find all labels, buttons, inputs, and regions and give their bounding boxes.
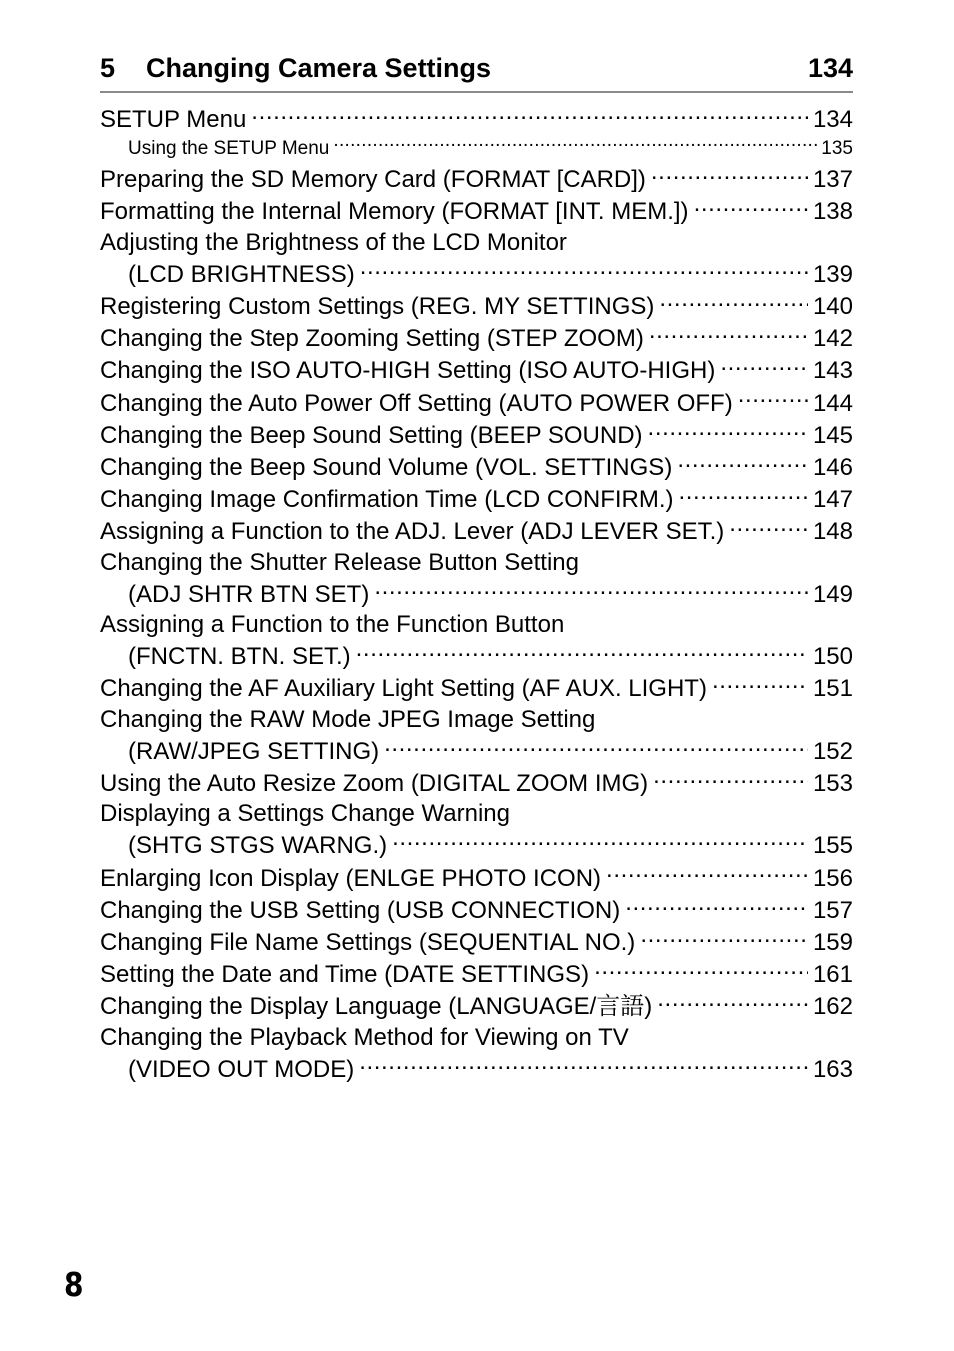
dot-leader [356, 640, 808, 664]
toc-line [100, 135, 853, 162]
toc-entry-title: Changing the Step Zooming Setting (STEP ZOOM) [100, 325, 644, 353]
toc-line [100, 195, 853, 227]
toc-entry-title: (LCD BRIGHTNESS) [128, 260, 355, 288]
chapter-number: 5 [100, 53, 116, 83]
page-number: 8 [64, 1265, 84, 1304]
toc-line [100, 578, 853, 610]
toc-entry-title: (ADJ SHTR BTN SET) [128, 580, 370, 608]
dot-leader [729, 515, 808, 539]
toc-entry-title: Changing Image Confirmation Time (LCD CONFIRM.) [100, 486, 674, 514]
toc-entry-title: Using the Auto Resize Zoom (DIGITAL ZOOM IMG) [100, 770, 649, 798]
toc-entry-title: Changing the RAW Mode JPEG Image Setting [100, 705, 596, 733]
dot-leader [712, 672, 808, 696]
toc-entry-title: (SHTG STGS WARNG.) [128, 832, 388, 860]
toc-entry-page: 138 [812, 198, 853, 226]
toc-entry-page: 157 [812, 896, 853, 924]
toc-line [100, 894, 853, 926]
toc-entry[interactable] [100, 958, 853, 990]
toc-entry-title: Changing the Playback Method for Viewing on TV [100, 1023, 629, 1051]
toc-entry-page: 152 [812, 737, 853, 765]
toc-entry-page: 163 [812, 1055, 853, 1083]
toc-entry[interactable] [100, 548, 853, 610]
toc-entry-page: 134 [812, 106, 853, 133]
toc-entry[interactable] [100, 419, 853, 451]
toc-entry-page: 142 [812, 325, 853, 353]
dot-leader [625, 894, 808, 918]
toc-entry-title: Assigning a Function to the ADJ. Lever (ADJ LEVER SET.) [100, 518, 725, 546]
toc-entry-title: Registering Custom Settings (REG. MY SETTINGS) [100, 293, 655, 321]
dot-leader [333, 135, 819, 154]
dot-leader [649, 322, 808, 346]
toc-entry-title: Changing File Name Settings (SEQUENTIAL NO.) [100, 929, 636, 957]
toc-entry-page: 148 [812, 518, 853, 546]
toc-entry-title: Preparing the SD Memory Card (FORMAT [CARD]) [100, 166, 646, 194]
chapter-page-number: 134 [807, 53, 853, 83]
dot-leader [659, 290, 808, 314]
dot-leader [384, 735, 808, 759]
toc-line [100, 483, 853, 515]
toc-line [100, 767, 853, 799]
toc-line [100, 640, 853, 672]
toc-entry[interactable] [100, 705, 853, 767]
toc-entry[interactable] [100, 103, 853, 135]
toc-entry-page: 135 [821, 138, 853, 160]
toc-entry-page: 147 [812, 486, 853, 514]
toc-entry-title: (FNCTN. BTN. SET.) [128, 643, 351, 671]
toc-entry-title: Using the SETUP Menu [128, 138, 330, 160]
toc-entry-page: 144 [812, 389, 853, 417]
dot-leader [651, 163, 808, 187]
toc-entry-title: Changing the Shutter Release Button Setting [100, 548, 579, 576]
toc-entry-title: Adjusting the Brightness of the LCD Monitor [100, 228, 567, 256]
toc-entry[interactable] [100, 610, 853, 672]
toc-line [100, 419, 853, 451]
toc-entry[interactable] [100, 672, 853, 704]
chapter-title: Changing Camera Settings [146, 53, 492, 83]
dot-leader [251, 103, 808, 127]
toc-entry-page: 137 [812, 166, 853, 194]
toc-entry-title: (RAW/JPEG SETTING) [128, 737, 380, 765]
toc-entry-title: Enlarging Icon Display (ENLGE PHOTO ICON) [100, 864, 602, 892]
toc-line [100, 926, 853, 958]
dot-leader [374, 578, 808, 602]
toc-entry-page: 145 [812, 421, 853, 449]
toc-entry-title: Assigning a Function to the Function Button [100, 611, 565, 639]
toc-line [100, 990, 853, 1022]
toc-entry[interactable] [100, 322, 853, 354]
toc-entry-title: Changing the USB Setting (USB CONNECTION) [100, 896, 621, 924]
toc-line [100, 322, 853, 354]
toc-entry[interactable] [100, 354, 853, 386]
toc-entry-page: 149 [812, 580, 853, 608]
table-of-contents [100, 103, 853, 1085]
dot-leader [360, 258, 808, 282]
toc-entry[interactable] [100, 290, 853, 322]
toc-entry[interactable] [100, 451, 853, 483]
toc-line [100, 1053, 853, 1085]
dot-leader [738, 387, 808, 411]
toc-line [100, 735, 853, 767]
toc-entry-title: Formatting the Internal Memory (FORMAT [INT. MEM.]) [100, 198, 689, 226]
header-divider [100, 91, 853, 93]
toc-line [100, 672, 853, 704]
toc-entry[interactable] [100, 515, 853, 547]
toc-entry-page: 139 [812, 260, 853, 288]
dot-leader [359, 1053, 808, 1077]
toc-entry-page: 161 [812, 961, 853, 989]
toc-entry-title: Displaying a Settings Change Warning [100, 800, 511, 828]
dot-leader [606, 862, 808, 886]
dot-leader [657, 990, 808, 1014]
dot-leader [694, 195, 808, 219]
toc-line [100, 958, 853, 990]
toc-subentry[interactable] [100, 135, 853, 162]
dot-leader [677, 451, 808, 475]
toc-line [100, 387, 853, 419]
toc-entry-title: Changing the Beep Sound Volume (VOL. SETTINGS) [100, 454, 673, 482]
toc-entry[interactable] [100, 387, 853, 419]
toc-entry[interactable] [100, 1023, 853, 1085]
toc-line [100, 103, 853, 135]
toc-entry[interactable] [100, 926, 853, 958]
dot-leader [594, 958, 808, 982]
toc-line [100, 829, 853, 861]
toc-entry[interactable] [100, 228, 853, 290]
toc-entry[interactable] [100, 894, 853, 926]
toc-entry[interactable] [100, 990, 853, 1022]
toc-line [100, 862, 853, 894]
dot-leader [653, 767, 808, 791]
toc-entry[interactable] [100, 767, 853, 799]
toc-entry-page: 140 [812, 293, 853, 321]
toc-entry-title: Setting the Date and Time (DATE SETTINGS) [100, 961, 590, 989]
dot-leader [679, 483, 808, 507]
toc-entry-page: 156 [812, 864, 853, 892]
toc-entry-page: 159 [812, 929, 853, 957]
toc-entry-title: Changing the ISO AUTO-HIGH Setting (ISO AUTO-HIGH) [100, 357, 716, 385]
toc-entry-page: 162 [812, 993, 853, 1021]
toc-line [100, 451, 853, 483]
toc-entry-title: Changing the Beep Sound Setting (BEEP SOUND) [100, 421, 643, 449]
dot-leader [720, 354, 808, 378]
chapter-header [100, 50, 853, 90]
toc-entry-page: 146 [812, 454, 853, 482]
toc-entry[interactable] [100, 862, 853, 894]
toc-entry-title: Changing the Auto Power Off Setting (AUTO POWER OFF) [100, 389, 733, 417]
toc-entry-title: (VIDEO OUT MODE) [128, 1055, 355, 1083]
toc-entry[interactable] [100, 483, 853, 515]
toc-entry[interactable] [100, 163, 853, 195]
toc-line [100, 258, 853, 290]
toc-line [100, 290, 853, 322]
dot-leader [392, 829, 808, 853]
toc-entry-title: Changing the AF Auxiliary Light Setting (AF AUX. LIGHT) [100, 675, 707, 703]
toc-entry-title: SETUP Menu [100, 106, 247, 133]
toc-line [100, 515, 853, 547]
toc-entry-title: Changing the Display Language (LANGUAGE/言語) [100, 993, 653, 1021]
toc-entry-page: 143 [812, 357, 853, 385]
toc-entry[interactable] [100, 799, 853, 861]
dot-leader [640, 926, 808, 950]
toc-entry-page: 150 [812, 643, 853, 671]
dot-leader [648, 419, 808, 443]
toc-entry[interactable] [100, 195, 853, 227]
toc-line [100, 163, 853, 195]
toc-entry-page: 153 [812, 770, 853, 798]
toc-line [100, 354, 853, 386]
toc-entry-page: 155 [812, 832, 853, 860]
toc-entry-page: 151 [812, 675, 853, 703]
